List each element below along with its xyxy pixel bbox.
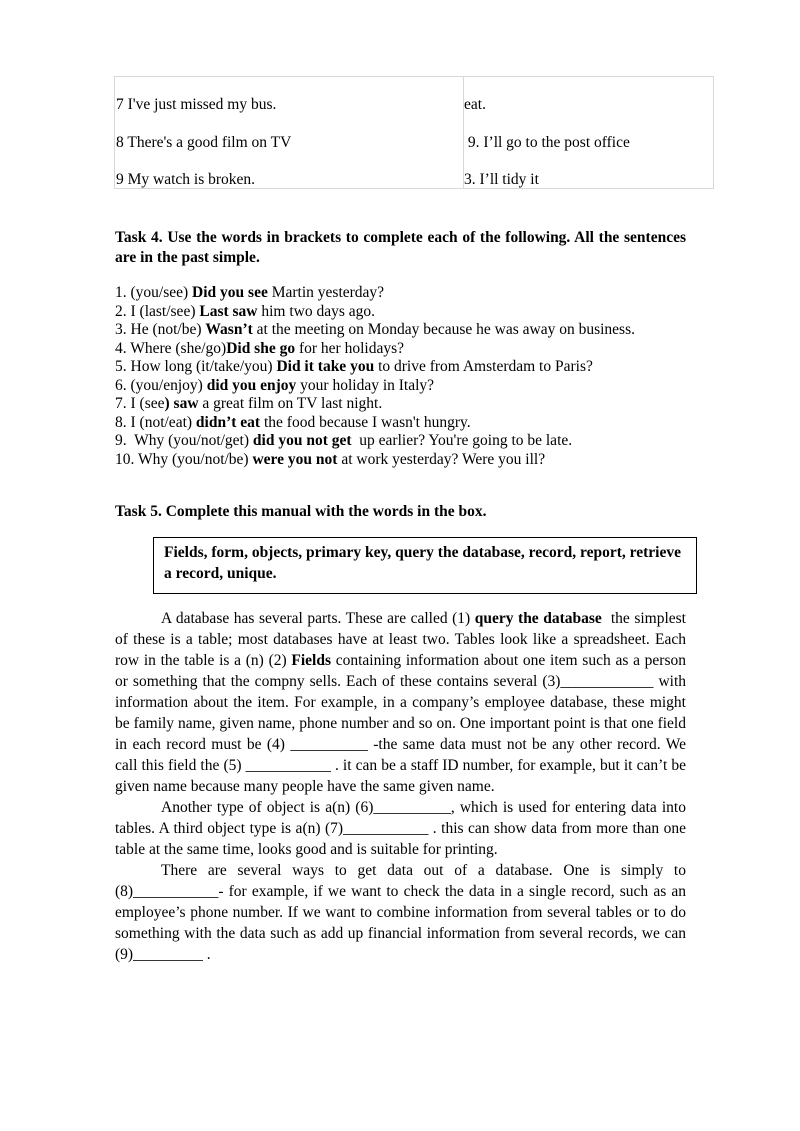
table-cell-left-3: 9 My watch is broken. <box>116 171 256 188</box>
list-item: 2. I (last/see) Last saw him two days ago. <box>115 302 376 320</box>
list-item: 5. How long (it/take/you) Did it take you to drive from Amsterdam to Paris? <box>115 358 593 375</box>
task4-list <box>115 284 715 469</box>
paragraph-1: A database has several parts. These are called (1) query the database the simplest of these is a table; most databases have at least two. Tables look like a spreadsheet. Each row in the table is a (n) (2) Fields containing information about one item such as a person or something that the compny sells. Each of these contains several (3)____________ with information about the item. For example, in a company’s employee database, these might be family name, given name, phone number and so on. One important point is that one field in each record must be (4) __________ -the same data must not be any other record. We call this field the (5) ___________ . it can be a staff ID number, for example, but it can’t be given name because many people have the same given name. <box>115 610 690 795</box>
table-cell-right-1: eat. <box>464 96 486 113</box>
paragraph-2: Another type of object is a(n) (6)__________, which is used for entering data into tables. A third object type is a(n) (7)___________ . this can show data from more than one table at the same time, looks good and is suitable for printing. <box>115 799 686 858</box>
list-item: 1. (you/see) Did you see Martin yesterday? <box>115 284 385 301</box>
paragraph-3: There are several ways to get data out of a database. One is simply to (8)___________- for example, if we want to check the data in a single record, such as an employee’s phone number. If we want to combine information from several tables or to do something with the data such as add up financial information from several records, we can (9)_________ . <box>115 862 686 963</box>
list-item: 7. I (see) saw a great film on TV last night. <box>115 395 383 412</box>
table-cell-right-3: 3. I’ll tidy it <box>464 171 539 188</box>
table-cell-left-2: 8 There's a good film on TV <box>116 134 292 151</box>
word-box: Fields, form, objects, primary key, query the database, record, report, retrieve a record, unique. <box>153 537 697 594</box>
list-item: 3. He (not/be) Wasn’t at the meeting on Monday because he was away on business. <box>115 321 635 338</box>
task4-heading: Task 4. Use the words in brackets to complete each of the following. All the sentences are in the past simple. <box>115 229 686 266</box>
answer-table <box>114 76 714 189</box>
table-cell-right-2: 9. I’ll go to the post office <box>464 134 630 151</box>
list-item: 8. I (not/eat) didn’t eat the food because I wasn't hungry. <box>115 413 471 431</box>
table-cell-left-1: 7 I've just missed my bus. <box>116 96 277 113</box>
list-item: 10. Why (you/not/be) were you not at work yesterday? Were you ill? <box>115 450 546 468</box>
list-item: 6. (you/enjoy) did you enjoy your holiday in Italy? <box>115 376 435 394</box>
manual-text <box>115 608 690 965</box>
list-item: 9. Why (you/not/get) did you not get up earlier? You're going to be late. <box>115 432 573 449</box>
task5-heading: Task 5. Complete this manual with the words in the box. <box>115 503 487 520</box>
list-item: 4. Where (she/go)Did she go for her holidays? <box>115 339 404 357</box>
